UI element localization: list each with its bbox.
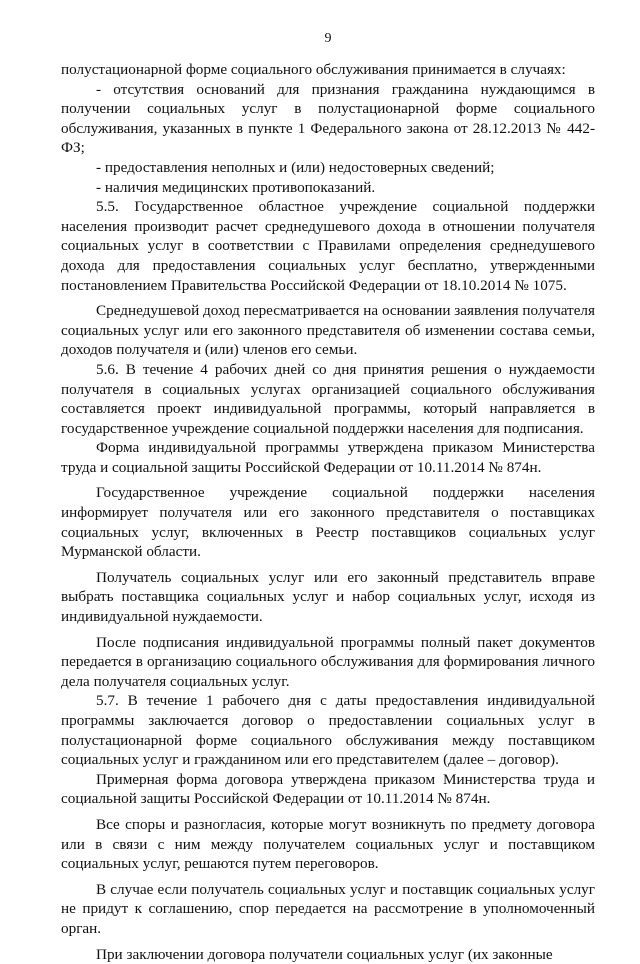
page-number: 9: [324, 31, 332, 46]
list-item-medical-contraindications: - наличия медицинских противопоказаний.: [96, 178, 376, 196]
paragraph-disputes: Все споры и разногласия, которые могут возникнуть по предмету договора или в связи с ним между получателем социальных услуг и поставщиком социальных услуг, решаются путем переговоров.: [61, 815, 595, 873]
paragraph-5-7: 5.7. В течение 1 рабочего дня с даты предоставления индивидуальной программы заключается договор о предоставлении социальных услуг в полустационарной форме социального обслуживания между поставщиком социальных услуг и гражданином или его представителем (далее – договор).: [61, 692, 595, 769]
paragraph-contract-conclusion: При заключении договора получатели социальных услуг (их законные: [96, 945, 553, 963]
document-page: [61, 30, 595, 964]
paragraph-intro: полустационарной форме социального обслуживания принимается в случаях:: [61, 61, 566, 78]
list-item-no-grounds: - отсутствия оснований для признания гражданина нуждающимся в получении социальных услуг в полустационарной форме социального обслуживания, указанных в пункте 1 Федерального закона от 28.12.2013 № 442-ФЗ;: [61, 80, 595, 157]
paragraph-program-form: Форма индивидуальной программы утверждена приказом Министерства труда и социальной защиты Российской Федерации от 10.11.2014 № 874н.: [61, 439, 595, 476]
paragraph-5-6: 5.6. В течение 4 рабочих дней со дня принятия решения о нуждаемости получателя в социальных услугах организацией социального обслуживания составляется проект индивидуальной программы, который направляется в государственное учреждение социальной поддержки населения для подписания.: [61, 360, 595, 437]
paragraph-contract-form: Примерная форма договора утверждена приказом Министерства труда и социальной защиты Российской Федерации от 10.11.2014 № 874н.: [61, 770, 595, 808]
paragraph-no-agreement: В случае если получатель социальных услуг и поставщик социальных услуг не придут к соглашению, спор передается на рассмотрение в уполномоченный орган.: [61, 880, 595, 937]
paragraph-5-5: 5.5. Государственное областное учреждение социальной поддержки населения производит расчет среднедушевого дохода в отношении получателя социальных услуг в соответствии с Правилами определения среднедушевого дохода для предоставления социальных услуг бесплатно, утвержденными постановлением Правительства Российской Федерации от 18.10.2014 № 1075.: [61, 198, 595, 294]
paragraph-institution-informs: Государственное учреждение социальной поддержки населения информирует получателя или его законного представителя о поставщиках социальных услуг, включенных в Реестр поставщиков социальных услуг Мурманской области.: [61, 484, 595, 561]
paragraph-income-review: Среднедушевой доход пересматривается на основании заявления получателя социальных услуг или его законного представителя об изменении состава семьи, доходов получателя и (или) членов его семьи.: [61, 302, 595, 359]
paragraph-provider-choice: Получатель социальных услуг или его законный представитель вправе выбрать поставщика социальных услуг и набор социальных услуг, исходя из индивидуальной нуждаемости.: [61, 568, 595, 626]
list-item-incomplete-info: - предоставления неполных и (или) недостоверных сведений;: [96, 158, 495, 176]
paragraph-documents-transfer: После подписания индивидуальной программы полный пакет документов передается в организацию социального обслуживания для формирования личного дела получателя социальных услуг.: [61, 633, 595, 690]
